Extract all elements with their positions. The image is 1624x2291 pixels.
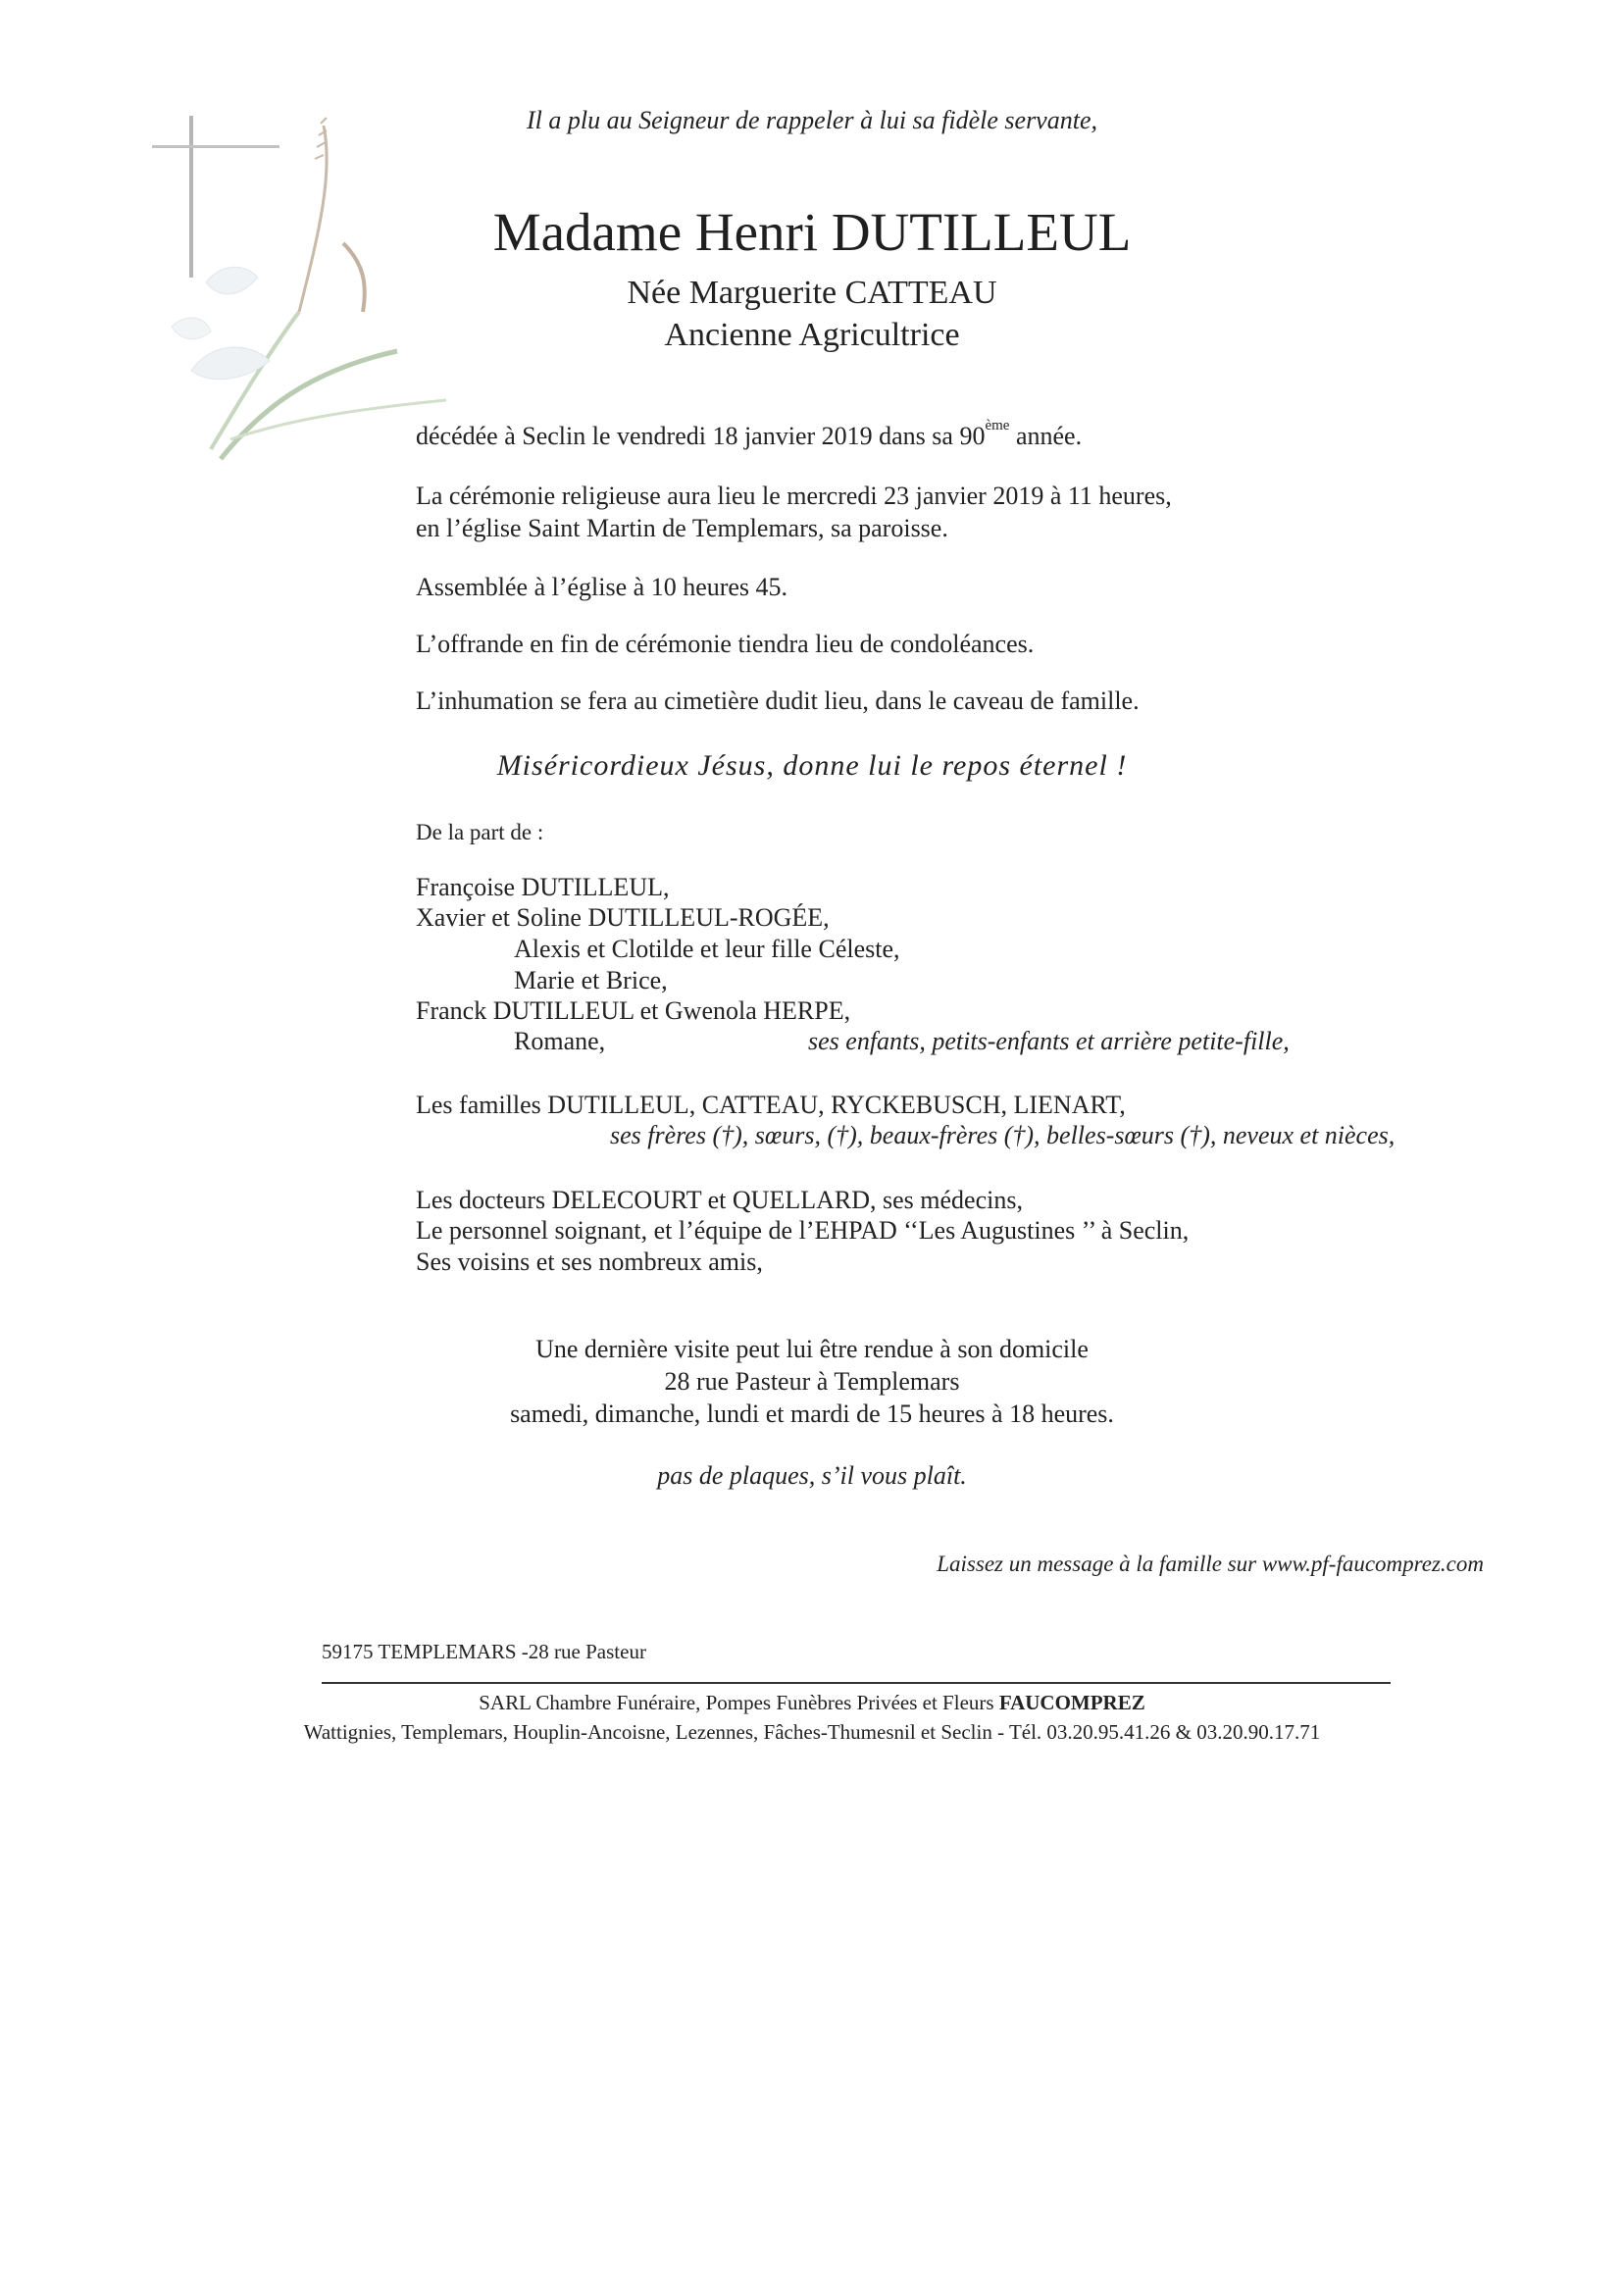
death-sup: ème <box>985 418 1010 433</box>
family-line-4: Marie et Brice, <box>514 966 668 994</box>
families-relation: ses frères (†), sœurs, (†), beaux-frères (†), belles-sœurs (†), neveux et nièces, <box>610 1121 1396 1149</box>
address-line: 59175 TEMPLEMARS -28 rue Pasteur <box>322 1640 646 1663</box>
message-line: Laissez un message à la famille sur www.pf-faucomprez.com <box>937 1552 1484 1576</box>
from-label: De la part de : <box>416 820 544 844</box>
ceremony-line2: en l’église Saint Martin de Templemars, sa paroisse. <box>416 514 948 542</box>
visit-line-1: Une dernière visite peut lui être rendue à son domicile <box>535 1335 1089 1363</box>
death-end: année. <box>1009 422 1083 450</box>
family-line-2: Xavier et Soline DUTILLEUL-ROGÉE, <box>416 903 830 932</box>
others-line-1: Les docteurs DELECOURT et QUELLARD, ses médecins, <box>416 1186 1023 1214</box>
deceased-name: Madame Henri DUTILLEUL <box>492 202 1132 262</box>
footer-company: SARL Chambre Funéraire, Pompes Funèbres Privées et Fleurs <box>479 1691 999 1714</box>
death-announcement <box>416 418 1083 451</box>
footer-brand: FAUCOMPREZ <box>998 1691 1145 1714</box>
others-line-2: Le personnel soignant, et l’équipe de l’EHPAD ‘‘Les Augustines ’’ à Seclin, <box>416 1216 1190 1245</box>
footer-line-2: Wattignies, Templemars, Houplin-Ancoisne, Lezennes, Fâches-Thumesnil et Seclin - Tél. 03.20.95.41.26 & 03.20.90.17.71 <box>303 1720 1321 1744</box>
family-line-1: Françoise DUTILLEUL, <box>416 873 670 901</box>
prayer-line: Miséricordieux Jésus, donne lui le repos éternel ! <box>496 749 1128 782</box>
families-line: Les familles DUTILLEUL, CATTEAU, RYCKEBUSCH, LIENART, <box>416 1091 1126 1119</box>
maiden-name: Née Marguerite CATTEAU <box>627 275 997 311</box>
family-relation: ses enfants, petits-enfants et arrière petite-fille, <box>808 1027 1290 1055</box>
ceremony-line1: La cérémonie religieuse aura lieu le mercredi 23 janvier 2019 à 11 heures, <box>416 482 1172 510</box>
family-line-6: Romane, <box>514 1027 606 1055</box>
family-line-3: Alexis et Clotilde et leur fille Céleste, <box>514 935 900 963</box>
others-line-3: Ses voisins et ses nombreux amis, <box>416 1247 763 1276</box>
offering-line: L’offrande en fin de cérémonie tiendra lieu de condoléances. <box>416 630 1035 658</box>
visit-line-3: samedi, dimanche, lundi et mardi de 15 heures à 18 heures. <box>510 1400 1114 1428</box>
burial-line: L’inhumation se fera au cimetière dudit lieu, dans le caveau de famille. <box>416 687 1140 715</box>
profession: Ancienne Agricultrice <box>664 317 960 353</box>
intro-line: Il a plu au Seigneur de rappeler à lui sa fidèle servante, <box>526 106 1097 134</box>
death-text: décédée à Seclin le vendredi 18 janvier 2019 dans sa 90 <box>416 422 986 450</box>
assembly-line: Assemblée à l’église à 10 heures 45. <box>416 573 788 601</box>
family-line-5: Franck DUTILLEUL et Gwenola HERPE, <box>416 996 851 1025</box>
visit-line-2: 28 rue Pasteur à Templemars <box>664 1367 960 1396</box>
footer-divider <box>322 1682 1391 1684</box>
footer-line-1 <box>0 1691 1624 1715</box>
no-plaques-line: pas de plaques, s’il vous plaît. <box>657 1461 967 1490</box>
